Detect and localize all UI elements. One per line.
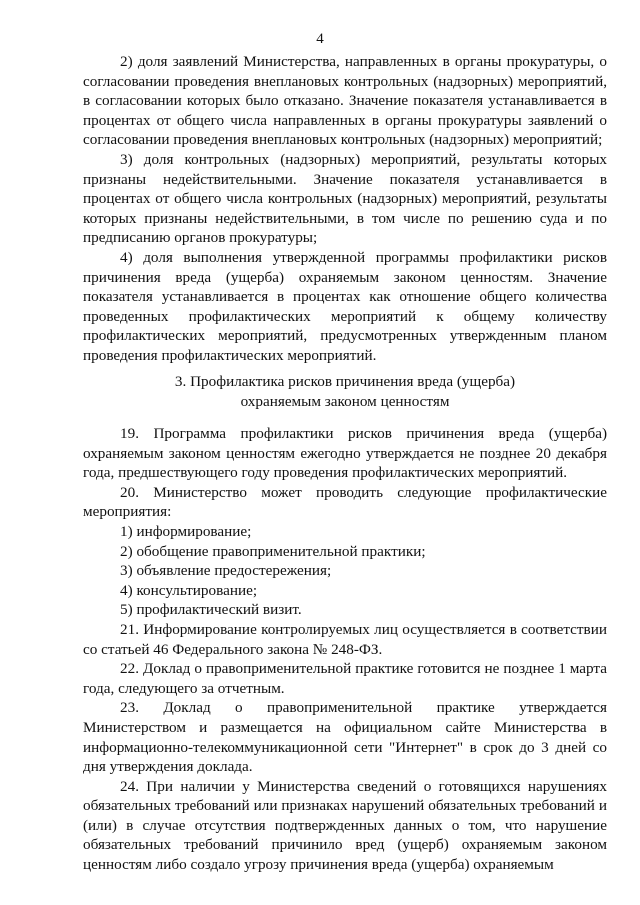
paragraph-19: 19. Программа профилактики рисков причинения вреда (ущерба) охраняемым законом ценностям ежегодно утверждается не позднее 20 декабря года, предшествующего году проведения профилактических мероприятий.	[83, 425, 607, 482]
paragraph-21: 21. Информирование контролируемых лиц осуществляется в соответствии со статьей 46 Федерального закона № 248-ФЗ.	[83, 620, 607, 658]
list-item: 1) информирование;	[120, 522, 252, 540]
page-number: 4	[316, 31, 324, 47]
paragraph-indicator-3: 3) доля контрольных (надзорных) мероприятий, результаты которых признаны недействительными. Значение показателя устанавливается в процентах от общего числа контрольных (надзорных) мероприятий, результаты которых признаны недействительными, в том числе по решению суда и по предписанию органов прокуратуры;	[83, 150, 607, 247]
indicators-list	[83, 52, 607, 366]
list-item: 3) объявление предостережения;	[120, 562, 332, 580]
paragraph-indicator-4: 4) доля выполнения утвержденной программы профилактики рисков причинения вреда (ущерба) охраняемым законом ценностям. Значение показателя устанавливается в процентах как отношение общего количества проведенных профилактических мероприятий к общему количеству профилактических мероприятий, предусмотренных утвержденным планом проведения профилактических мероприятий.	[83, 248, 607, 364]
paragraph-23: 23. Доклад о правоприменительной практике утверждается Министерством и размещается на официальном сайте Министерства в информационно-телекоммуникационной сети "Интернет" в срок до 3 дней со дня утверждения доклада.	[83, 699, 607, 776]
section-heading	[83, 372, 607, 411]
list-item: 5) профилактический визит.	[120, 601, 302, 619]
list-item: 2) обобщение правоприменительной практики;	[120, 542, 426, 560]
paragraph-24: 24. При наличии у Министерства сведений о готовящихся нарушениях обязательных требований или признаках нарушений обязательных требований и (или) в случае отсутствия подтвержденных данных о том, что нарушение обязательных требований причинило вред (ущерб) охраняемым законом ценностям либо создало угрозу причинения вреда (ущерба) охраняемым	[83, 777, 607, 874]
section-heading-line2: охраняемым законом ценностям	[240, 392, 450, 410]
section-body	[83, 424, 607, 875]
section-heading-line1: 3. Профилактика рисков причинения вреда (ущерба)	[174, 373, 516, 390]
paragraph-20: 20. Министерство может проводить следующие профилактические мероприятия:	[83, 483, 607, 521]
list-item: 4) консультирование;	[120, 581, 258, 599]
paragraph-22: 22. Доклад о правоприменительной практике готовится не позднее 1 марта года, следующего за отчетным.	[83, 660, 607, 697]
paragraph-indicator-2: 2) доля заявлений Министерства, направленных в органы прокуратуры, о согласовании проведения внеплановых контрольных (надзорных) мероприятий, в согласовании которых было отказано. Значение показателя устанавливается в процентах от общего числа направленных в органы прокуратуры заявлений о согласовании проведения внеплановых контрольных (надзорных) мероприятий;	[83, 53, 607, 149]
